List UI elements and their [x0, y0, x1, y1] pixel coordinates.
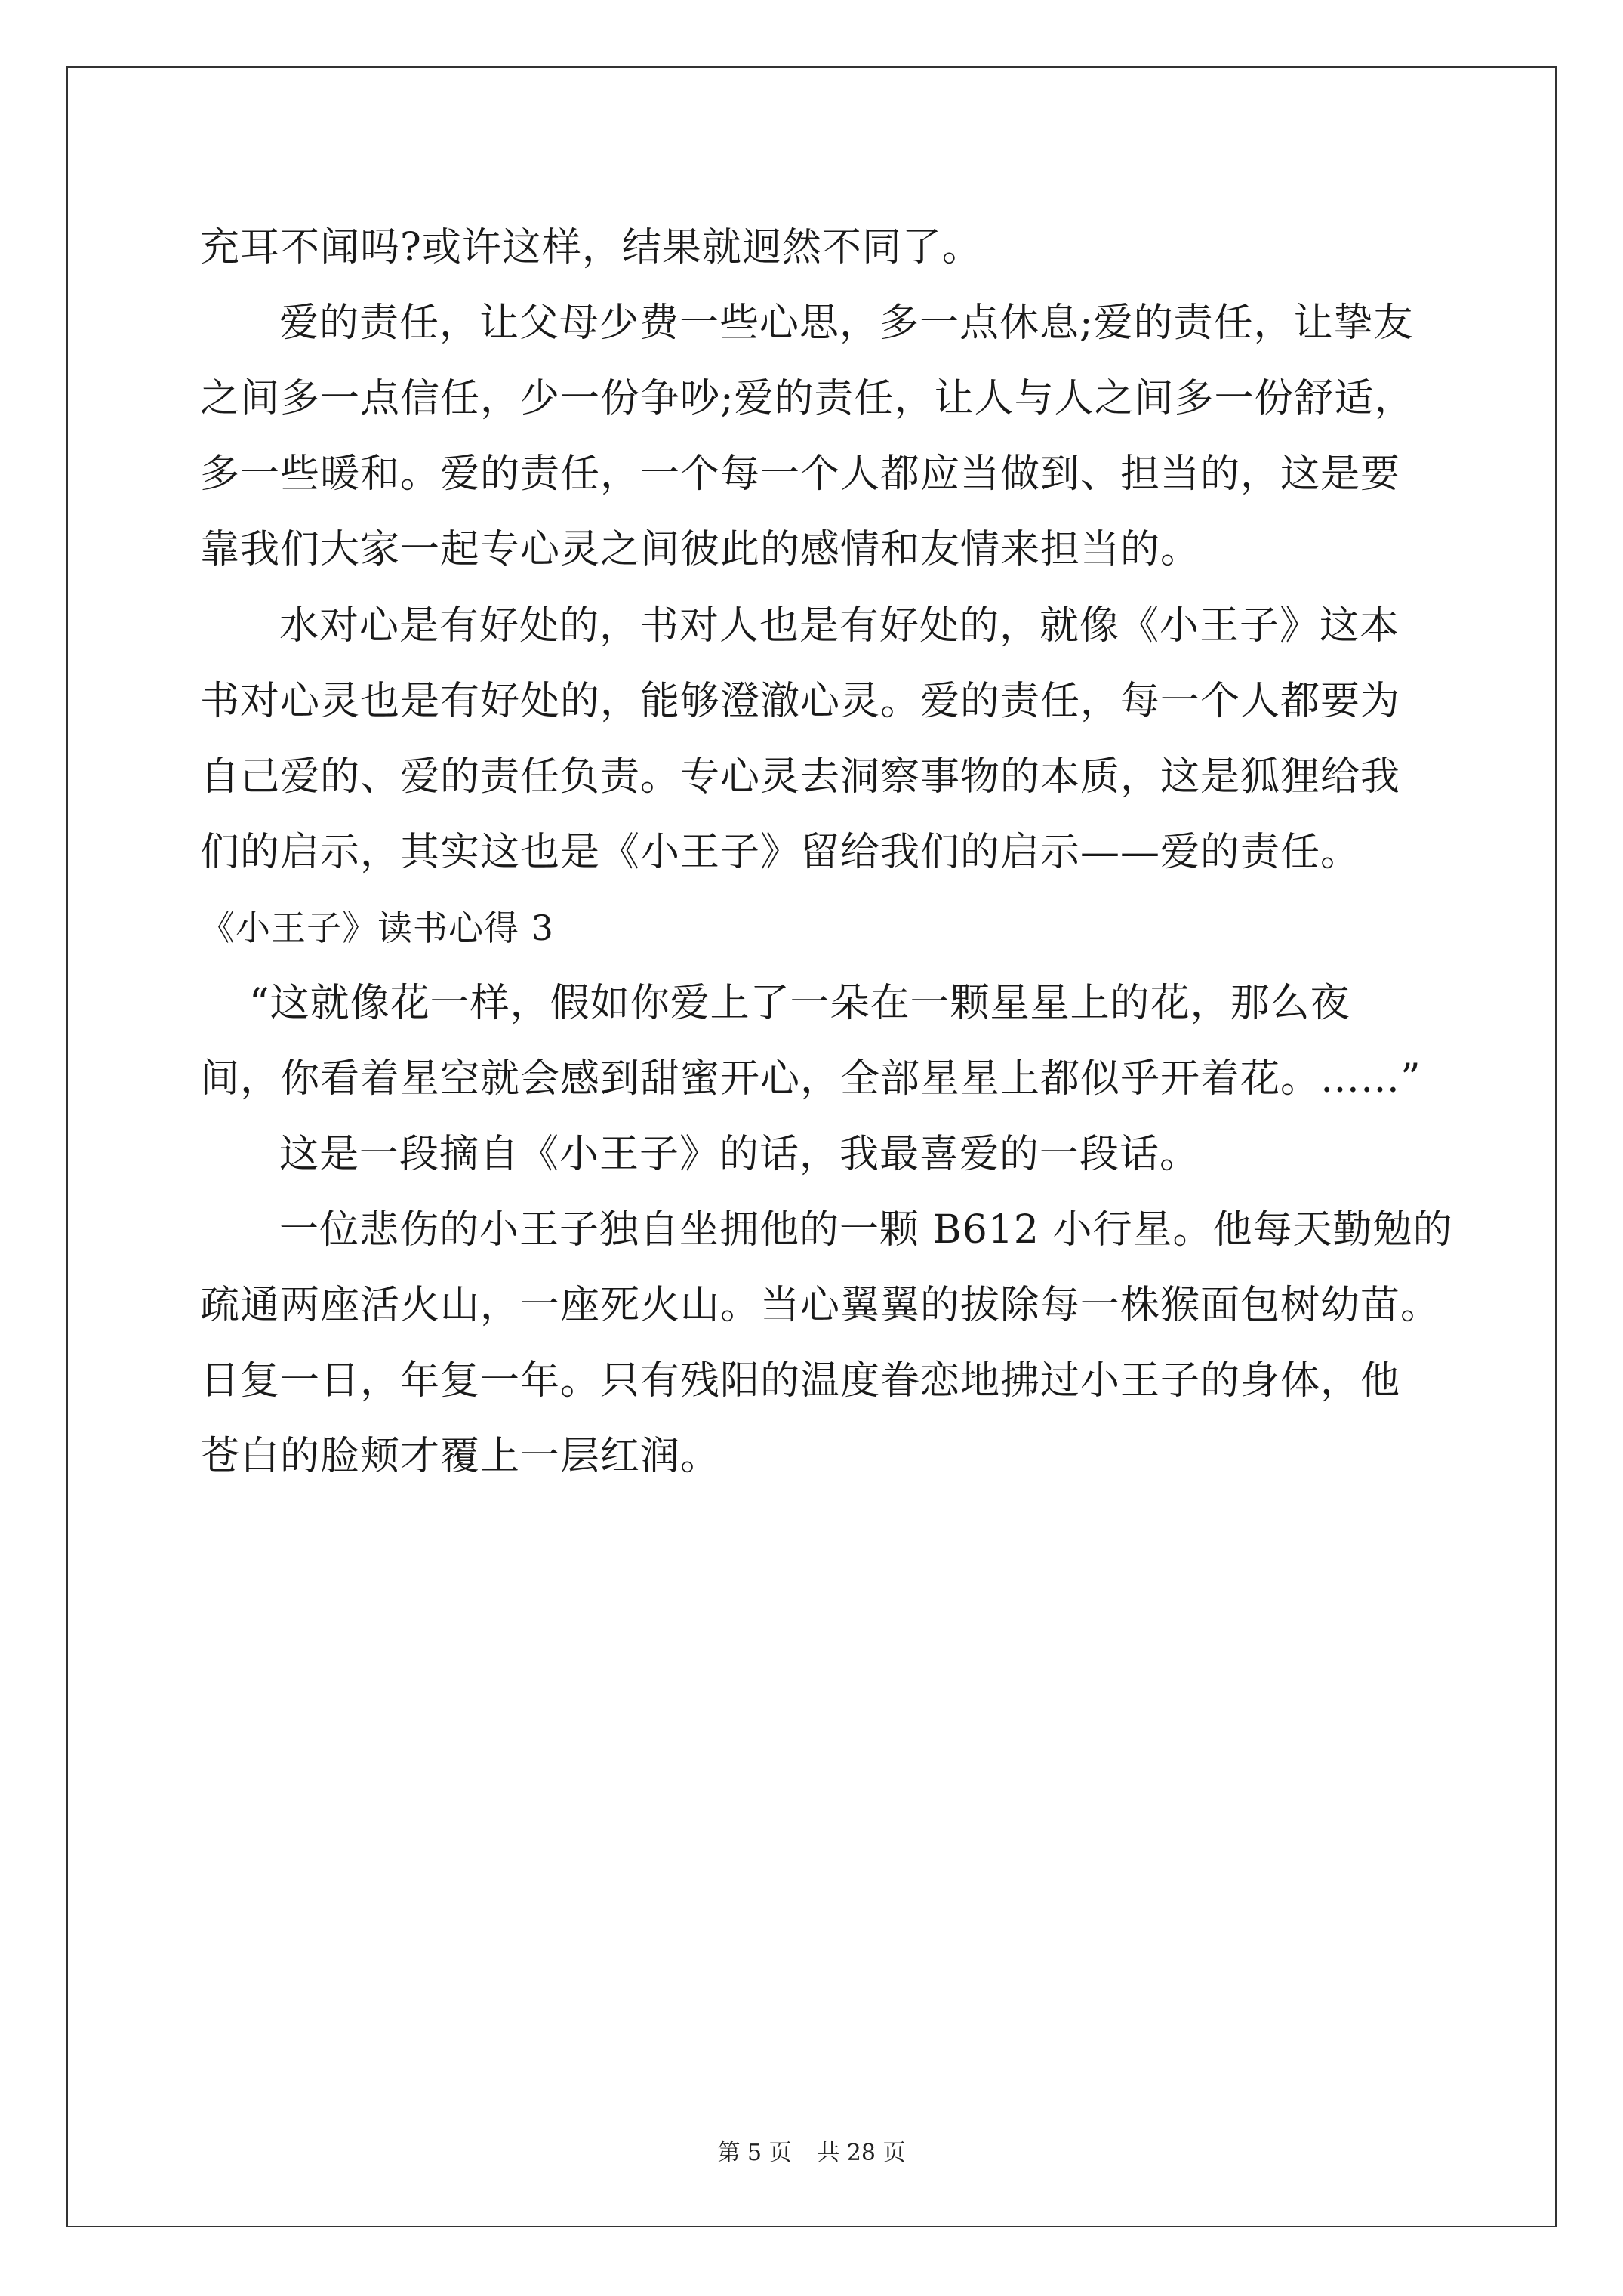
text-line: 之间多一点信任，少一份争吵;爱的责任，让人与人之间多一份舒适， — [200, 376, 1415, 421]
text-line: 充耳不闻吗?或许这样，结果就迥然不同了。 — [200, 225, 982, 270]
text-line: 书对心灵也是有好处的，能够澄澈心灵。爱的责任，每一个人都要为 — [200, 679, 1401, 724]
quote-start-line: “这就像花一样，假如你爱上了一朵在一颗星星上的花，那么夜 — [249, 981, 1350, 1026]
page-footer — [0, 2140, 1623, 2167]
paragraph-start-line: 一位悲伤的小王子独自坐拥他的一颗 B612 小行星。他每天勤勉的 — [279, 1207, 1453, 1253]
page-number: 第 5 页 — [717, 2140, 792, 2166]
text-line: 靠我们大家一起专心灵之间彼此的感情和友情来担当的。 — [200, 527, 1201, 572]
text-line: 疏通两座活火山，一座死火山。当心翼翼的拔除每一株猴面包树幼苗。 — [200, 1283, 1441, 1328]
text-line: 间，你看着星空就会感到甜蜜开心，全部星星上都似乎开着花。……” — [200, 1056, 1421, 1102]
text-line: 自己爱的、爱的责任负责。专心灵去洞察事物的本质，这是狐狸给我 — [200, 754, 1401, 800]
text-line: 日复一日，年复一年。只有残阳的温度眷恋地拂过小王子的身体，他 — [200, 1358, 1401, 1404]
page-total: 共 28 页 — [817, 2140, 906, 2166]
text-line: 多一些暖和。爱的责任，一个每一个人都应当做到、担当的，这是要 — [200, 451, 1401, 497]
text-line: 们的启示，其实这也是《小王子》留给我们的启示——爱的责任。 — [200, 830, 1361, 875]
paragraph-start-line: 这是一段摘自《小王子》的话，我最喜爱的一段话。 — [279, 1132, 1200, 1177]
text-line: 苍白的脸颊才覆上一层红润。 — [200, 1434, 721, 1479]
paragraph-start-line: 爱的责任，让父母少费一些心思，多一点休息;爱的责任，让挚友 — [279, 300, 1414, 346]
paragraph-start-line: 水对心是有好处的，书对人也是有好处的，就像《小王子》这本 — [279, 603, 1400, 649]
section-heading: 《小王子》读书心得 3 — [200, 908, 554, 948]
